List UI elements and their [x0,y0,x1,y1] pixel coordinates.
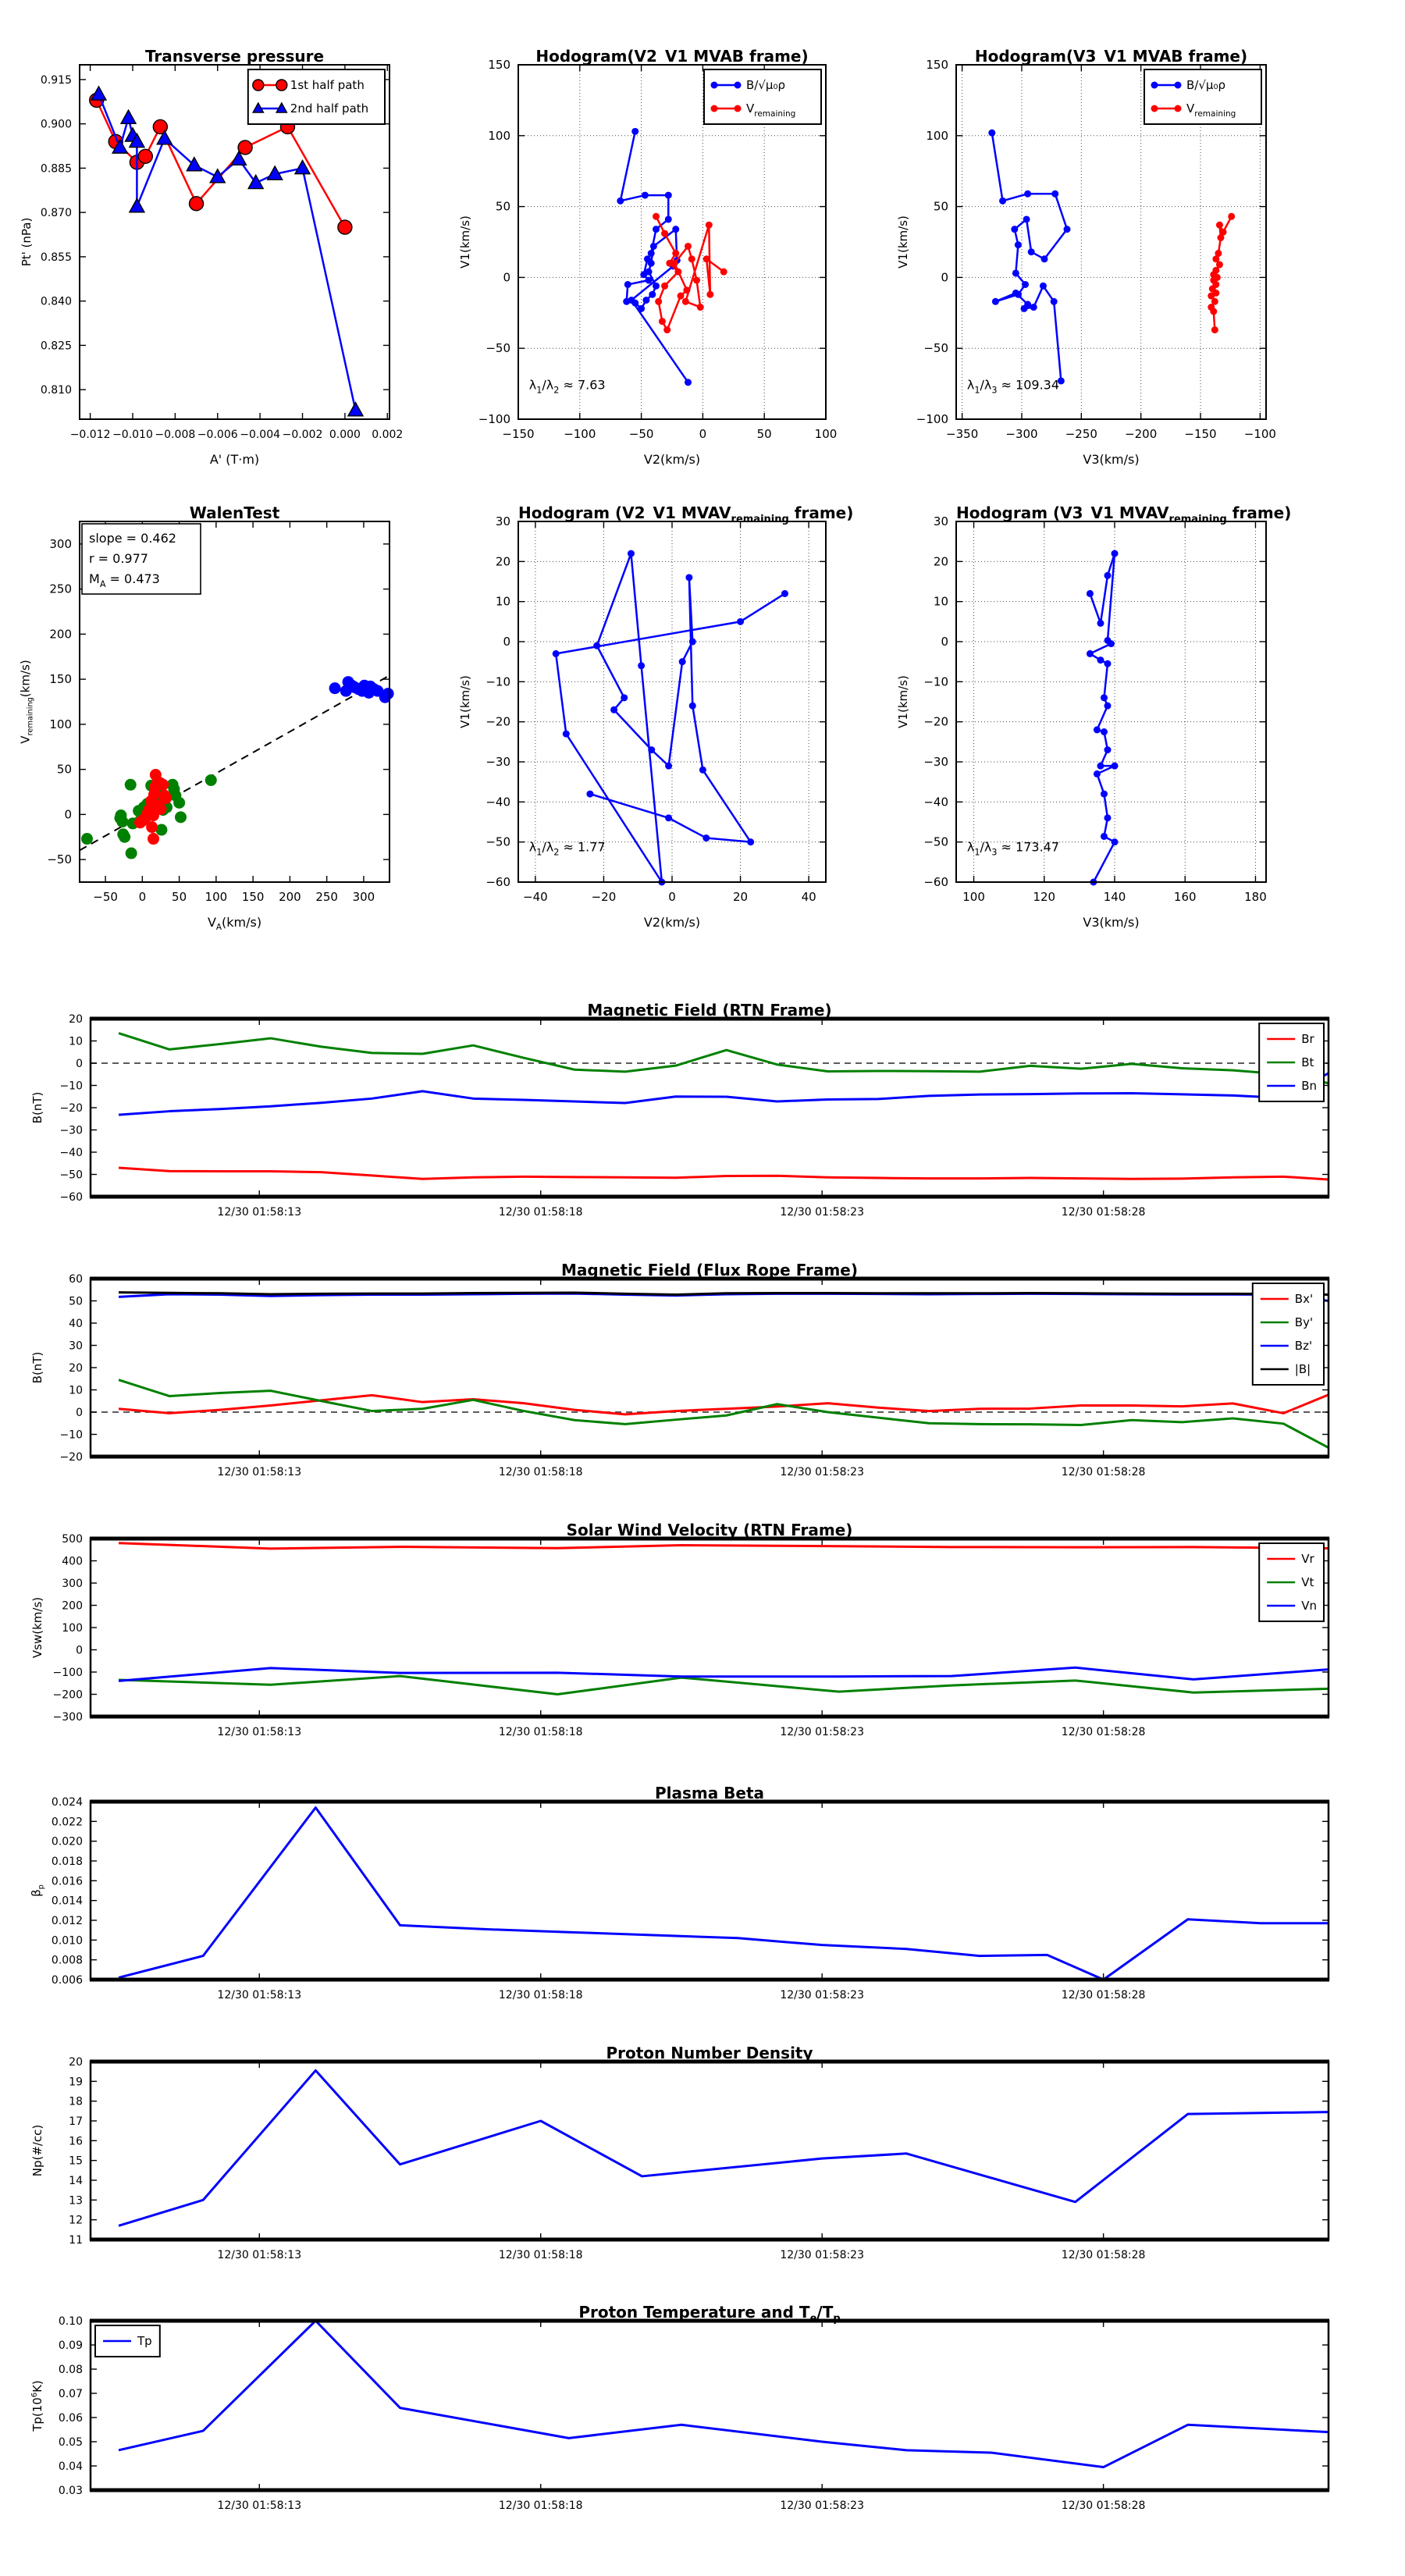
svg-text:−0.006: −0.006 [197,429,238,441]
y-axis-label: Np(#/cc) [30,2124,44,2177]
svg-text:Bx': Bx' [1294,1292,1314,1306]
svg-text:−40: −40 [59,1147,83,1159]
svg-text:Tp: Tp [137,2334,152,2348]
x-axis-label: A' (T·m) [209,452,260,467]
svg-text:Bz': Bz' [1294,1339,1313,1353]
plot-area [12,1501,1341,1777]
svg-text:Vn: Vn [1301,1599,1317,1613]
svg-text:−30: −30 [59,1124,83,1137]
svg-text:−50: −50 [923,341,948,356]
hodogram-v3v1-mvab-series-V-remaining [1208,213,1235,333]
magnetic-field-flux-rope-series-B-magnitude [119,1293,1329,1295]
svg-text:500: 500 [62,1533,83,1546]
svg-text:200: 200 [279,890,301,904]
svg-text:0.810: 0.810 [40,384,72,397]
svg-text:−250: −250 [1065,427,1097,441]
svg-text:50: 50 [56,762,72,777]
panel-hodogram-v3v1-mvab [878,27,1279,480]
svg-text:0.014: 0.014 [51,1895,83,1908]
svg-text:12/30 01:58:23: 12/30 01:58:23 [780,1726,865,1738]
svg-text:60: 60 [69,1273,83,1286]
svg-text:−20: −20 [591,890,617,904]
plot-area [878,27,1279,480]
svg-text:By': By' [1294,1315,1314,1329]
magnetic-field-rtn-plot [59,1013,1329,1219]
chart-title: Hodogram(V3_V1 MVAB frame) [974,46,1248,66]
svg-text:0.825: 0.825 [40,340,72,353]
svg-text:−0.012: −0.012 [69,429,111,441]
plot-area [2,27,402,480]
svg-text:0.002: 0.002 [372,429,404,441]
svg-text:0.012: 0.012 [51,1915,83,1927]
transverse-pressure-series-2nd-half-path [91,87,363,416]
svg-text:50: 50 [69,1295,83,1308]
svg-text:−200: −200 [52,1688,83,1702]
plot-area [12,2283,1341,2551]
magnetic-field-rtn-series-Br [119,1168,1329,1179]
svg-text:12/30 01:58:28: 12/30 01:58:28 [1061,1206,1146,1219]
svg-text:1st half path: 1st half path [290,78,365,92]
svg-text:−100: −100 [478,412,510,426]
y-axis-label: B(nT) [30,1091,44,1124]
solar-wind-velocity-series-Vr [119,1543,1329,1549]
svg-text:18: 18 [69,2095,83,2108]
svg-text:Vremaining: $V_{remaining}$ [746,101,796,119]
svg-text:−60: −60 [59,1191,83,1204]
svg-text:12/30 01:58:23: 12/30 01:58:23 [780,2500,865,2512]
svg-text:12/30 01:58:18: 12/30 01:58:18 [498,1466,583,1478]
svg-text:12/30 01:58:18: 12/30 01:58:18 [498,2249,583,2261]
svg-text:−100: −100 [1243,427,1276,441]
svg-text:12/30 01:58:13: 12/30 01:58:13 [217,1989,302,2001]
panel-plasma-beta [12,1764,1341,2041]
svg-text:20: 20 [495,554,510,569]
svg-text:−10: −10 [486,674,510,689]
svg-text:12/30 01:58:13: 12/30 01:58:13 [217,1466,302,1478]
proton-number-density-plot [69,2056,1329,2261]
plot-area [440,484,854,943]
panel-magnetic-field-rtn [12,981,1341,1258]
svg-text:2nd half path: 2nd half path [290,101,369,116]
svg-text:11: 11 [69,2234,83,2247]
panel-walen-test [2,484,402,943]
svg-text:−20: −20 [923,714,948,729]
svg-text:−60: −60 [486,875,510,889]
svg-text:12/30 01:58:23: 12/30 01:58:23 [780,1206,865,1219]
svg-text:−40: −40 [486,795,510,809]
svg-text:0.020: 0.020 [51,1835,83,1848]
svg-text:200: 200 [49,627,72,642]
magnetic-field-flux-rope-plot [59,1273,1329,1478]
svg-text:0.03: 0.03 [58,2485,83,2497]
svg-text:300: 300 [49,536,72,551]
svg-text:13: 13 [69,2194,83,2208]
svg-text:250: 250 [49,582,72,596]
plot-area [878,484,1292,943]
plot-area [12,981,1341,1258]
svg-text:300: 300 [352,890,375,904]
svg-text:−20: −20 [59,1102,83,1115]
svg-text:14: 14 [69,2175,83,2187]
svg-text:Br: Br [1301,1032,1314,1046]
svg-text:−30: −30 [923,755,948,769]
svg-text:10: 10 [69,1035,83,1048]
svg-text:40: 40 [801,890,816,904]
svg-text:100: 100 [488,128,510,143]
svg-text:400: 400 [62,1555,83,1568]
chart-title: Hodogram (V3_V1 $MVAV_{remaining}$ frame) [956,503,1292,525]
svg-text:0: 0 [76,1058,83,1070]
chart-title: Proton Number Density [606,2043,813,2062]
svg-text:12: 12 [69,2214,83,2227]
svg-text:0.870: 0.870 [40,207,72,220]
panel-hodogram-v2v1-mvab [440,27,838,480]
svg-text:50: 50 [933,199,948,214]
svg-text:0.10: 0.10 [58,2315,83,2328]
chart-title: Transverse pressure [144,46,325,66]
svg-text:20: 20 [69,2056,83,2069]
svg-text:0.010: 0.010 [51,1934,83,1948]
svg-text:12/30 01:58:18: 12/30 01:58:18 [498,1989,583,2001]
panel-hodogram-v3v1-mvav [878,484,1292,943]
svg-text:Vremaining: $V_{remaining}$ [1186,101,1236,119]
svg-text:0.900: 0.900 [40,118,72,131]
svg-text:0: 0 [941,270,948,285]
panel-proton-number-density [12,2024,1341,2300]
svg-text:15: 15 [69,2154,83,2168]
svg-text:−10: −10 [59,1429,83,1442]
walen-test-series-walen-blue [329,676,394,703]
svg-text:12/30 01:58:18: 12/30 01:58:18 [498,2500,583,2512]
svg-text:0.008: 0.008 [51,1954,83,1967]
svg-text:−50: −50 [47,852,72,867]
svg-text:120: 120 [1033,890,1056,904]
svg-text:−10: −10 [923,674,948,689]
proton-temperature-series-Tp [119,2321,1329,2467]
x-axis-label: V2(km/s) [643,452,701,467]
svg-text:−50: −50 [486,834,510,849]
chart-title: Hodogram (V2_V1 $MVAV_{remaining}$ frame) [518,503,854,525]
svg-text:300: 300 [62,1578,83,1590]
svg-text:−150: −150 [502,427,535,441]
svg-text:100: 100 [205,890,228,904]
svg-text:0.018: 0.018 [51,1856,83,1868]
svg-text:150: 150 [926,58,948,72]
svg-text:12/30 01:58:28: 12/30 01:58:28 [1061,1989,1146,2001]
y-axis-label: $V_{remaining}(km/s)$ [18,660,35,744]
svg-text:0.024: 0.024 [51,1796,83,1809]
svg-text:Vr: Vr [1301,1552,1314,1566]
svg-text:150: 150 [488,58,510,72]
chart-title: WalenTest [189,503,280,522]
plot-area [12,1241,1341,1517]
plot-area [440,27,838,480]
svg-text:12/30 01:58:13: 12/30 01:58:13 [217,1206,302,1219]
svg-text:16: 16 [69,2135,83,2148]
svg-text:|B|: |B| [1294,1362,1311,1376]
svg-text:0.04: 0.04 [58,2460,83,2473]
proton-temperature-plot [59,2315,1329,2512]
svg-text:40: 40 [69,1318,83,1330]
svg-text:B/√μ₀ρ: B/√μ₀ρ [1186,78,1225,92]
svg-text:−0.010: −0.010 [112,429,153,441]
hodogram-v3v1-mvav-plot [923,514,1266,904]
svg-text:−300: −300 [52,1711,83,1724]
svg-text:0.006: 0.006 [51,1974,83,1987]
svg-text:12/30 01:58:18: 12/30 01:58:18 [498,1726,583,1738]
svg-text:12/30 01:58:23: 12/30 01:58:23 [780,2249,865,2261]
svg-text:−50: −50 [59,1169,83,1182]
chart-title: Proton Temperature and $T_e/T_p$ [578,2302,841,2325]
svg-text:λ1/λ2 ≈ 7.63: $\lambda_1/\lambda_2 \approx 7.63$ [528,377,606,396]
svg-text:λ1/λ3 ≈ 109.34: $\lambda_1/\lambda_3 \approx 109.34$ [966,377,1060,396]
svg-text:λ1/λ3 ≈ 173.47: $\lambda_1/\lambda_3 \approx 173.47$ [966,839,1060,858]
plot-area [2,484,402,943]
y-axis-label: $\beta_p$ [29,1884,46,1897]
svg-text:−50: −50 [486,341,510,356]
hodogram-v3v1-mvab-series-B-over-sqrt-mu0rho [988,130,1070,385]
svg-text:0.885: 0.885 [40,162,72,176]
svg-text:180: 180 [1244,890,1267,904]
chart-title: Magnetic Field (RTN Frame) [587,1000,832,1019]
svg-text:20: 20 [69,1013,83,1026]
svg-text:−40: −40 [923,795,948,809]
svg-text:MA = 0.473: $M_A = 0.473$ [89,571,160,589]
y-axis-label: Vsw(km/s) [30,1596,44,1659]
solar-wind-velocity-series-Vt [119,1676,1329,1694]
svg-text:12/30 01:58:23: 12/30 01:58:23 [780,1466,865,1478]
hodogram-v3v1-mvab-plot [916,58,1276,441]
svg-text:12/30 01:58:13: 12/30 01:58:13 [217,1726,302,1738]
proton-number-density-series-Np [119,2070,1329,2226]
svg-text:−100: −100 [564,427,596,441]
svg-text:20: 20 [933,554,948,569]
svg-text:19: 19 [69,2076,83,2089]
svg-text:0.855: 0.855 [40,251,72,264]
svg-text:−200: −200 [1125,427,1158,441]
svg-text:0.000: 0.000 [329,429,361,441]
svg-text:0: 0 [76,1407,83,1419]
svg-text:0.05: 0.05 [58,2436,83,2449]
svg-text:12/30 01:58:28: 12/30 01:58:28 [1061,2500,1146,2512]
svg-text:0.016: 0.016 [51,1875,83,1888]
svg-text:−30: −30 [486,755,510,769]
svg-text:0.08: 0.08 [58,2364,83,2376]
x-axis-label: V3(km/s) [1083,915,1140,930]
svg-text:50: 50 [495,199,510,214]
svg-text:100: 100 [49,717,72,731]
svg-text:12/30 01:58:23: 12/30 01:58:23 [780,1989,865,2001]
svg-text:10: 10 [933,594,948,609]
svg-text:140: 140 [1103,890,1126,904]
svg-text:0: 0 [668,890,676,904]
plasma-beta-plot [52,1796,1329,2001]
svg-text:17: 17 [69,2115,83,2128]
svg-text:30: 30 [69,1340,83,1353]
svg-text:150: 150 [49,672,72,687]
svg-text:−350: −350 [946,427,979,441]
y-axis-label: Pt' (nPa) [20,217,34,267]
svg-text:λ1/λ2 ≈ 1.77: $\lambda_1/\lambda_2 \approx 1.77$ [528,839,606,858]
svg-text:150: 150 [241,890,265,904]
svg-text:100: 100 [814,427,838,441]
svg-text:−60: −60 [923,875,948,889]
svg-text:0: 0 [941,635,948,649]
svg-text:−50: −50 [628,427,654,441]
svg-text:12/30 01:58:13: 12/30 01:58:13 [217,2500,302,2512]
svg-text:20: 20 [733,890,749,904]
svg-text:30: 30 [495,514,510,528]
svg-text:0.840: 0.840 [40,295,72,308]
magnetic-field-rtn-series-Bt [119,1034,1329,1083]
svg-text:100: 100 [926,128,948,143]
panel-transverse-pressure [2,27,402,480]
svg-text:−0.002: −0.002 [282,429,323,441]
svg-text:200: 200 [62,1599,83,1613]
svg-text:0.915: 0.915 [40,73,72,87]
svg-text:0.07: 0.07 [58,2388,83,2400]
y-axis-label: V1(km/s) [458,215,472,269]
svg-text:10: 10 [69,1384,83,1397]
svg-text:100: 100 [962,890,985,904]
svg-text:0: 0 [76,1644,83,1657]
svg-text:0.022: 0.022 [51,1816,83,1829]
chart-title: Plasma Beta [654,1783,765,1802]
svg-text:slope = 0.462: slope = 0.462 [89,531,176,546]
y-axis-label: V1(km/s) [896,215,910,269]
svg-text:0: 0 [503,635,510,649]
svg-text:−300: −300 [1005,427,1038,441]
chart-title: Solar Wind Velocity (RTN Frame) [566,1520,853,1539]
plot-area [12,2024,1341,2300]
hodogram-v2v1-mvav-plot [486,514,826,904]
y-axis-label: B(nT) [30,1351,44,1384]
solar-wind-velocity-plot [53,1533,1329,1738]
y-axis-label: V1(km/s) [458,675,472,728]
svg-text:0.09: 0.09 [58,2339,83,2352]
hodogram-v2v1-mvav-series-v-hodogram [553,550,788,886]
y-axis-label: V1(km/s) [896,675,910,728]
svg-text:50: 50 [172,890,187,904]
svg-text:Bn: Bn [1301,1079,1318,1093]
x-axis-label: V3(km/s) [1083,452,1140,467]
hodogram-v3v1-mvav-series-v-hodogram [1087,550,1119,886]
plasma-beta-series-beta-p [119,1808,1329,1980]
svg-text:−50: −50 [923,834,948,849]
chart-title: Hodogram(V2_V1 MVAB frame) [535,46,809,66]
svg-text:12/30 01:58:13: 12/30 01:58:13 [217,2249,302,2261]
svg-text:12/30 01:58:28: 12/30 01:58:28 [1061,1466,1146,1478]
panel-hodogram-v2v1-mvav [440,484,854,943]
svg-text:Bt: Bt [1301,1055,1314,1069]
chart-title: Magnetic Field (Flux Rope Frame) [561,1260,858,1279]
walen-test-plot [47,521,393,904]
svg-text:30: 30 [933,514,948,528]
svg-text:−0.004: −0.004 [240,429,281,441]
svg-text:−150: −150 [1184,427,1217,441]
svg-text:−40: −40 [523,890,548,904]
x-axis-label: V2(km/s) [643,915,701,930]
svg-text:−20: −20 [59,1451,83,1464]
hodogram-v2v1-mvab-plot [478,58,838,441]
svg-text:12/30 01:58:28: 12/30 01:58:28 [1061,1726,1146,1738]
solar-wind-velocity-series-Vn [119,1667,1329,1681]
panel-magnetic-field-flux-rope [12,1241,1341,1517]
svg-text:50: 50 [756,427,772,441]
y-axis-label: $Tp(10^6K)$ [30,2379,44,2432]
svg-text:100: 100 [62,1622,83,1635]
svg-text:160: 160 [1173,890,1197,904]
svg-text:250: 250 [315,890,338,904]
svg-text:0: 0 [699,427,707,441]
svg-text:B/√μ₀ρ: B/√μ₀ρ [746,78,785,92]
svg-text:Vt: Vt [1301,1575,1314,1589]
x-axis-label: $V_A(km/s)$ [207,915,262,933]
plot-area [12,1764,1341,2041]
svg-text:20: 20 [69,1362,83,1375]
svg-text:−50: −50 [93,890,118,904]
svg-text:10: 10 [495,594,510,609]
svg-text:12/30 01:58:28: 12/30 01:58:28 [1061,2249,1146,2261]
svg-text:12/30 01:58:18: 12/30 01:58:18 [498,1206,583,1219]
svg-text:0.06: 0.06 [58,2412,83,2425]
svg-text:0: 0 [64,807,72,822]
svg-text:0: 0 [138,890,147,904]
svg-text:−10: −10 [59,1080,83,1093]
transverse-pressure-plot [41,65,403,441]
magnetic-field-rtn-series-Bn [119,1073,1329,1115]
svg-text:r = 0.977: r = 0.977 [89,551,148,566]
svg-text:−100: −100 [52,1667,83,1679]
svg-text:−0.008: −0.008 [155,429,196,441]
svg-text:0: 0 [503,270,510,285]
svg-text:−20: −20 [486,714,510,729]
magnetic-field-flux-rope-series-By-prime [119,1380,1329,1448]
panel-solar-wind-velocity [12,1501,1341,1777]
panel-proton-temperature [12,2283,1341,2551]
svg-text:−100: −100 [916,412,948,426]
